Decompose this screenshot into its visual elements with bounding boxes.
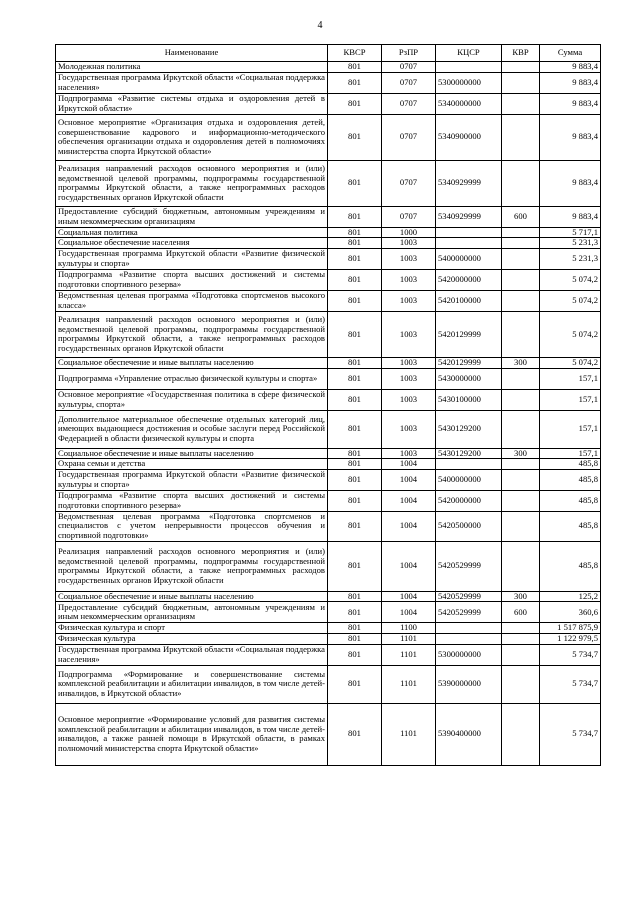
cell-kvr — [502, 62, 540, 73]
table-row — [56, 290, 601, 311]
cell-rzpr: 0707 — [382, 114, 436, 160]
cell-sum: 9 883,4 — [540, 72, 601, 93]
table-row — [56, 93, 601, 114]
col-header-kvr: КВР — [502, 45, 540, 62]
table-row — [56, 389, 601, 410]
cell-name: Социальное обеспечение населения — [56, 238, 328, 249]
table-row — [56, 541, 601, 591]
cell-kcsr — [436, 634, 502, 645]
table-row — [56, 227, 601, 238]
table-row — [56, 459, 601, 470]
cell-kvr: 300 — [502, 448, 540, 459]
cell-kvr: 300 — [502, 591, 540, 602]
cell-kcsr: 5420000000 — [436, 269, 502, 290]
cell-rzpr: 0707 — [382, 160, 436, 206]
cell-kvr — [502, 269, 540, 290]
cell-rzpr: 1003 — [382, 389, 436, 410]
table-row — [56, 114, 601, 160]
cell-kvsr: 801 — [328, 389, 382, 410]
table-row — [56, 410, 601, 448]
cell-sum: 485,8 — [540, 459, 601, 470]
cell-sum: 5 734,7 — [540, 665, 601, 703]
table-header-row — [56, 45, 601, 62]
cell-kcsr: 5430129200 — [436, 448, 502, 459]
cell-kvr — [502, 389, 540, 410]
cell-kvsr: 801 — [328, 248, 382, 269]
cell-sum: 1 122 979,5 — [540, 634, 601, 645]
cell-sum: 9 883,4 — [540, 160, 601, 206]
cell-kcsr: 5400000000 — [436, 248, 502, 269]
cell-kvsr: 801 — [328, 62, 382, 73]
cell-kvr — [502, 623, 540, 634]
cell-kvr — [502, 634, 540, 645]
cell-kvr — [502, 665, 540, 703]
cell-kvsr: 801 — [328, 644, 382, 665]
cell-kvr — [502, 368, 540, 389]
cell-kcsr: 5420100000 — [436, 290, 502, 311]
cell-rzpr: 1004 — [382, 602, 436, 623]
cell-name: Подпрограмма «Развитие спорта высших достижений и системы подготовки спортивного резерва» — [56, 490, 328, 511]
table-body — [56, 62, 601, 766]
cell-sum: 157,1 — [540, 368, 601, 389]
cell-kvsr: 801 — [328, 634, 382, 645]
cell-kvsr: 801 — [328, 311, 382, 357]
cell-rzpr: 1004 — [382, 541, 436, 591]
cell-sum: 1 517 875,9 — [540, 623, 601, 634]
cell-kvr — [502, 459, 540, 470]
cell-kvsr: 801 — [328, 269, 382, 290]
cell-kcsr — [436, 623, 502, 634]
cell-kcsr: 5420529999 — [436, 602, 502, 623]
cell-rzpr: 1004 — [382, 469, 436, 490]
cell-kvr: 300 — [502, 357, 540, 368]
cell-kvr: 600 — [502, 206, 540, 227]
cell-rzpr: 1003 — [382, 290, 436, 311]
cell-kcsr: 5420129999 — [436, 311, 502, 357]
cell-rzpr: 1101 — [382, 634, 436, 645]
cell-sum: 9 883,4 — [540, 93, 601, 114]
cell-kvsr: 801 — [328, 114, 382, 160]
cell-sum: 485,8 — [540, 490, 601, 511]
cell-sum: 5 074,2 — [540, 311, 601, 357]
cell-name: Основное мероприятие «Государственная политика в сфере физической культуры, спорта» — [56, 389, 328, 410]
cell-rzpr: 1004 — [382, 490, 436, 511]
cell-kvr — [502, 469, 540, 490]
table-row — [56, 469, 601, 490]
cell-sum: 9 883,4 — [540, 114, 601, 160]
table-row — [56, 490, 601, 511]
cell-name: Предоставление субсидий бюджетным, автономным учреждениям и иным некоммерческим организациям — [56, 206, 328, 227]
cell-kvsr: 801 — [328, 623, 382, 634]
cell-rzpr: 1003 — [382, 410, 436, 448]
cell-kvsr: 801 — [328, 290, 382, 311]
cell-kcsr: 5390000000 — [436, 665, 502, 703]
cell-kvsr: 801 — [328, 459, 382, 470]
cell-rzpr: 1003 — [382, 448, 436, 459]
cell-name: Реализация направлений расходов основного мероприятия и (или) ведомственной целевой программы, подпрограммы государственной программы Иркутской области, а также непрограммных расходов государственных органов Иркутской области — [56, 160, 328, 206]
cell-kvsr: 801 — [328, 410, 382, 448]
cell-kvsr: 801 — [328, 665, 382, 703]
table-row — [56, 238, 601, 249]
cell-name: Основное мероприятие «Формирование условий для развития системы комплексной реабилитации и абилитации инвалидов, в том числе детей-инвалидов, а также ранней помощи в Иркутской области, в рамках полномочий министерства спорта Иркутской области» — [56, 703, 328, 765]
cell-kvr — [502, 490, 540, 511]
cell-kvsr: 801 — [328, 357, 382, 368]
cell-kcsr: 5340929999 — [436, 160, 502, 206]
table-row — [56, 269, 601, 290]
table-row — [56, 602, 601, 623]
cell-name: Государственная программа Иркутской области «Социальная поддержка населения» — [56, 644, 328, 665]
cell-kvsr: 801 — [328, 72, 382, 93]
cell-kvr — [502, 160, 540, 206]
cell-rzpr: 1003 — [382, 368, 436, 389]
cell-kvr — [502, 410, 540, 448]
cell-kvr — [502, 311, 540, 357]
cell-kvsr: 801 — [328, 93, 382, 114]
cell-rzpr: 0707 — [382, 93, 436, 114]
cell-sum: 5 074,2 — [540, 357, 601, 368]
cell-name: Реализация направлений расходов основного мероприятия и (или) ведомственной целевой программы, подпрограммы государственной программы Иркутской области, а также непрограммных расходов государственных органов Иркутской области — [56, 541, 328, 591]
cell-kcsr: 5420129999 — [436, 357, 502, 368]
cell-kvr — [502, 72, 540, 93]
cell-sum: 5 074,2 — [540, 290, 601, 311]
cell-kcsr: 5390400000 — [436, 703, 502, 765]
cell-kvsr: 801 — [328, 238, 382, 249]
table-row — [56, 634, 601, 645]
cell-kvsr: 801 — [328, 160, 382, 206]
cell-kvr — [502, 290, 540, 311]
cell-sum: 157,1 — [540, 410, 601, 448]
table-row — [56, 644, 601, 665]
cell-sum: 157,1 — [540, 448, 601, 459]
cell-kvsr: 801 — [328, 227, 382, 238]
cell-kvr — [502, 703, 540, 765]
table-row — [56, 368, 601, 389]
cell-name: Молодежная политика — [56, 62, 328, 73]
cell-sum: 5 734,7 — [540, 703, 601, 765]
cell-rzpr: 1004 — [382, 511, 436, 541]
table-row — [56, 62, 601, 73]
cell-kcsr: 5300000000 — [436, 72, 502, 93]
cell-kvr — [502, 248, 540, 269]
cell-name: Основное мероприятие «Организация отдыха и оздоровления детей, совершенствование кадрового и информационно-методического обеспечения организации отдыха и оздоровления детей в полномочиях министерства спорта Иркутской области» — [56, 114, 328, 160]
cell-kvsr: 801 — [328, 490, 382, 511]
cell-name: Социальное обеспечение и иные выплаты населению — [56, 591, 328, 602]
cell-kcsr: 5420500000 — [436, 511, 502, 541]
cell-name: Государственная программа Иркутской области «Социальная поддержка населения» — [56, 72, 328, 93]
cell-sum: 5 074,2 — [540, 269, 601, 290]
cell-sum: 5 734,7 — [540, 644, 601, 665]
cell-name: Подпрограмма «Развитие системы отдыха и оздоровления детей в Иркутской области» — [56, 93, 328, 114]
cell-kcsr — [436, 62, 502, 73]
cell-rzpr: 1003 — [382, 311, 436, 357]
cell-name: Государственная программа Иркутской области «Развитие физической культуры и спорта» — [56, 469, 328, 490]
cell-name: Государственная программа Иркутской области «Развитие физической культуры и спорта» — [56, 248, 328, 269]
table-row — [56, 448, 601, 459]
cell-name: Предоставление субсидий бюджетным, автономным учреждениям и иным некоммерческим организациям — [56, 602, 328, 623]
cell-kcsr — [436, 459, 502, 470]
table-row — [56, 703, 601, 765]
cell-sum: 485,8 — [540, 511, 601, 541]
cell-kvsr: 801 — [328, 703, 382, 765]
cell-name: Социальное обеспечение и иные выплаты населению — [56, 357, 328, 368]
cell-kcsr: 5340000000 — [436, 93, 502, 114]
cell-rzpr: 1101 — [382, 644, 436, 665]
cell-kvsr: 801 — [328, 206, 382, 227]
col-header-name: Наименование — [56, 45, 328, 62]
cell-kcsr: 5420529999 — [436, 591, 502, 602]
cell-rzpr: 1100 — [382, 623, 436, 634]
cell-name: Физическая культура и спорт — [56, 623, 328, 634]
cell-kvsr: 801 — [328, 368, 382, 389]
cell-name: Ведомственная целевая программа «Подготовка спортсменов высокого класса» — [56, 290, 328, 311]
cell-name: Социальное обеспечение и иные выплаты населению — [56, 448, 328, 459]
cell-name: Социальная политика — [56, 227, 328, 238]
cell-sum: 125,2 — [540, 591, 601, 602]
cell-kvr — [502, 644, 540, 665]
cell-kvsr: 801 — [328, 541, 382, 591]
cell-kvr — [502, 238, 540, 249]
cell-kvr — [502, 511, 540, 541]
cell-kvsr: 801 — [328, 511, 382, 541]
cell-kvsr: 801 — [328, 602, 382, 623]
cell-kcsr — [436, 227, 502, 238]
table-row — [56, 665, 601, 703]
page-number: 4 — [317, 20, 323, 31]
table-row — [56, 72, 601, 93]
cell-rzpr: 0707 — [382, 62, 436, 73]
table-row — [56, 206, 601, 227]
cell-kcsr: 5300000000 — [436, 644, 502, 665]
cell-rzpr: 1004 — [382, 591, 436, 602]
cell-name: Подпрограмма «Развитие спорта высших достижений и системы подготовки спортивного резерва» — [56, 269, 328, 290]
cell-name: Подпрограмма «Управление отраслью физической культуры и спорта» — [56, 368, 328, 389]
cell-sum: 5 717,1 — [540, 227, 601, 238]
cell-kcsr: 5430129200 — [436, 410, 502, 448]
cell-sum: 9 883,4 — [540, 62, 601, 73]
cell-kcsr: 5420529999 — [436, 541, 502, 591]
cell-rzpr: 1101 — [382, 703, 436, 765]
cell-rzpr: 1003 — [382, 238, 436, 249]
cell-rzpr: 1003 — [382, 248, 436, 269]
col-header-kcsr: КЦСР — [436, 45, 502, 62]
cell-kvr — [502, 93, 540, 114]
cell-kvr — [502, 227, 540, 238]
cell-sum: 485,8 — [540, 469, 601, 490]
table-row — [56, 160, 601, 206]
cell-kvr: 600 — [502, 602, 540, 623]
cell-rzpr: 1004 — [382, 459, 436, 470]
cell-rzpr: 1003 — [382, 269, 436, 290]
col-header-kvsr: КВСР — [328, 45, 382, 62]
cell-name: Реализация направлений расходов основного мероприятия и (или) ведомственной целевой программы, подпрограммы государственной программы Иркутской области, а также непрограммных расходов государственных органов Иркутской области — [56, 311, 328, 357]
cell-kcsr: 5340900000 — [436, 114, 502, 160]
cell-name: Охрана семьи и детства — [56, 459, 328, 470]
cell-kvr — [502, 541, 540, 591]
cell-name: Подпрограмма «Формирование и совершенствование системы комплексной реабилитации и абилитации инвалидов, в том числе детей-инвалидов, в Иркутской области» — [56, 665, 328, 703]
cell-sum: 9 883,4 — [540, 206, 601, 227]
cell-kcsr: 5400000000 — [436, 469, 502, 490]
cell-sum: 360,6 — [540, 602, 601, 623]
table-row — [56, 511, 601, 541]
table-row — [56, 591, 601, 602]
cell-kvr — [502, 114, 540, 160]
col-header-sum: Сумма — [540, 45, 601, 62]
cell-kcsr: 5430100000 — [436, 389, 502, 410]
cell-name: Физическая культура — [56, 634, 328, 645]
cell-kcsr: 5430000000 — [436, 368, 502, 389]
table-row — [56, 623, 601, 634]
cell-kcsr — [436, 238, 502, 249]
cell-sum: 485,8 — [540, 541, 601, 591]
cell-rzpr: 1003 — [382, 357, 436, 368]
cell-sum: 5 231,3 — [540, 248, 601, 269]
cell-kvsr: 801 — [328, 469, 382, 490]
cell-rzpr: 1101 — [382, 665, 436, 703]
cell-sum: 5 231,3 — [540, 238, 601, 249]
cell-rzpr: 0707 — [382, 72, 436, 93]
cell-rzpr: 0707 — [382, 206, 436, 227]
budget-table — [55, 44, 601, 766]
cell-kcsr: 5420000000 — [436, 490, 502, 511]
col-header-rzpr: РзПР — [382, 45, 436, 62]
table-row — [56, 357, 601, 368]
cell-kvsr: 801 — [328, 591, 382, 602]
cell-kvsr: 801 — [328, 448, 382, 459]
cell-sum: 157,1 — [540, 389, 601, 410]
table-row — [56, 311, 601, 357]
cell-rzpr: 1000 — [382, 227, 436, 238]
table-row — [56, 248, 601, 269]
cell-kcsr: 5340929999 — [436, 206, 502, 227]
cell-name: Дополнительное материальное обеспечение отдельных категорий лиц, имеющих выдающиеся достижения и особые заслуги перед Российской Федерацией в области физической культуры и спорта — [56, 410, 328, 448]
cell-name: Ведомственная целевая программа «Подготовка спортсменов и специалистов с учетом непрерывности процессов обучения и спортивной подготовки» — [56, 511, 328, 541]
